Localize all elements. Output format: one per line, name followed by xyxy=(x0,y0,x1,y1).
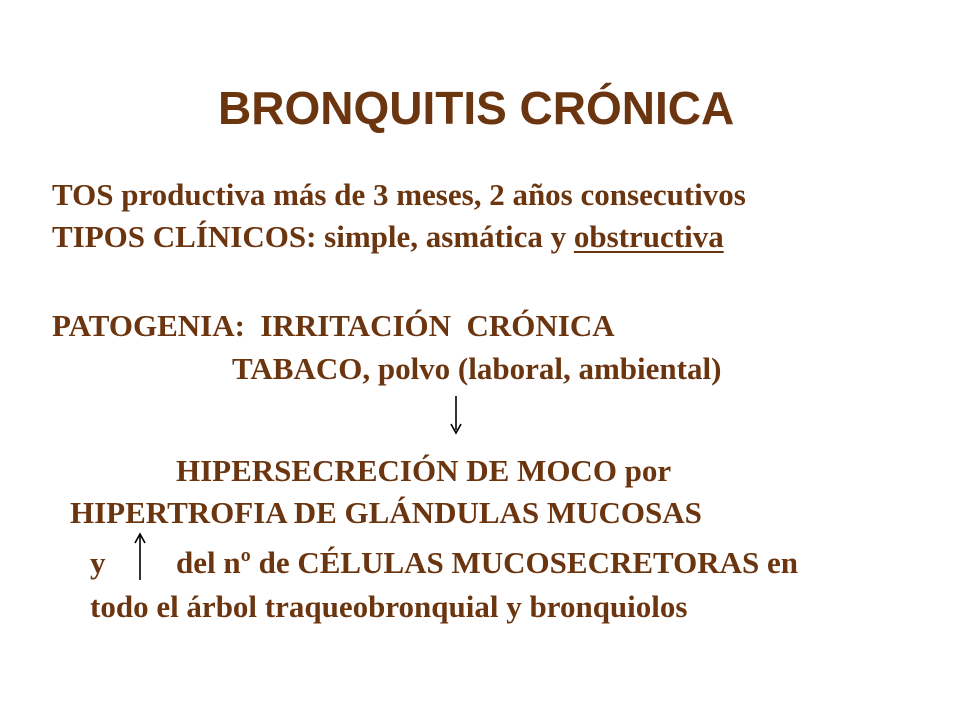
effects-line-cells-prefix xyxy=(90,544,106,582)
mucosecretory-cells-text: del nº de CÉLULAS MUCOSECRETORAS en xyxy=(176,545,799,580)
up-arrow-icon xyxy=(132,532,148,580)
slide-title: BRONQUITIS CRÓNICA xyxy=(218,82,735,134)
cells-prefix-text: y xyxy=(90,545,106,580)
effects-line-hypertrophy xyxy=(70,494,702,532)
clinical-type-obstructive: obstructiva xyxy=(573,219,724,254)
down-arrow-icon xyxy=(448,396,464,436)
effects-line-hypersecretion xyxy=(176,452,671,490)
clinical-types-text: TIPOS CLÍNICOS: simple, asmática y xyxy=(52,219,574,254)
pathogenesis-causes xyxy=(232,350,721,388)
effects-line-cells xyxy=(176,544,798,582)
pathogenesis-heading-text: PATOGENIA: IRRITACIÓN CRÓNICA xyxy=(52,308,615,343)
hypertrophy-text: HIPERTROFIA DE GLÁNDULAS MUCOSAS xyxy=(70,495,702,530)
definition-line-cough xyxy=(52,176,746,214)
pathogenesis-heading xyxy=(52,307,615,345)
hypersecretion-text: HIPERSECRECIÓN DE MOCO por xyxy=(176,453,672,488)
effects-line-airway xyxy=(90,588,687,626)
definition-line-clinical-types xyxy=(52,218,724,256)
airway-text: todo el árbol traqueobronquial y bronquiolos xyxy=(90,589,688,624)
pathogenesis-causes-text: TABACO, polvo (laboral, ambiental) xyxy=(232,351,722,386)
definition-cough-text: TOS productiva más de 3 meses, 2 años consecutivos xyxy=(52,177,746,212)
